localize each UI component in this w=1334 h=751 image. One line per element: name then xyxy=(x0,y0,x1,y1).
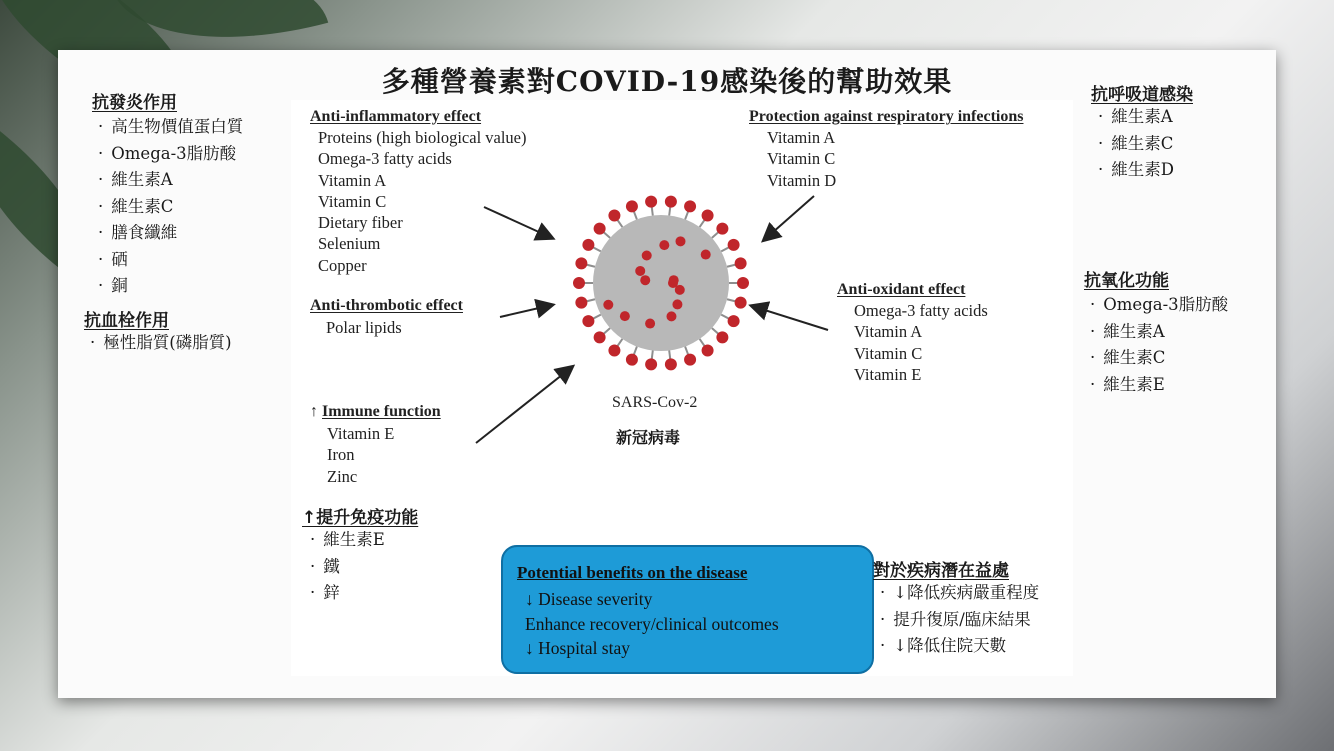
list-item: · 提升復原/臨床結果 xyxy=(880,607,1039,634)
benefits-box xyxy=(501,545,874,674)
virus-spike xyxy=(735,257,747,269)
virus-surface-spike xyxy=(603,300,613,310)
arrow-immune xyxy=(476,367,572,443)
arrow-antioxidant xyxy=(752,306,828,330)
virus-spike xyxy=(737,277,749,289)
anti-thrombotic-zh-heading: 抗血栓作用 xyxy=(84,311,169,331)
virus-surface-spike xyxy=(645,319,655,329)
virus-spike xyxy=(626,354,638,366)
list-item: Proteins (high biological value) xyxy=(318,128,527,147)
list-item: Vitamin A xyxy=(767,128,836,147)
list-item: Zinc xyxy=(327,466,358,486)
antioxidant-zh-heading: 抗氧化功能 xyxy=(1084,271,1169,291)
virus-spike xyxy=(702,344,714,356)
virus-spike xyxy=(735,297,747,309)
virus-label: SARS-Cov-2 xyxy=(612,394,698,411)
virus-spike xyxy=(575,257,587,269)
list-item: · 高生物價值蛋白質 xyxy=(98,114,243,141)
virus-surface-spike xyxy=(675,285,685,295)
arrow-respiratory xyxy=(764,196,814,240)
virus-surface-spike xyxy=(675,236,685,246)
virus-surface-spike xyxy=(635,266,645,276)
list-item: ↓ Disease severity xyxy=(525,589,653,609)
list-item: Dietary fiber xyxy=(318,213,403,233)
list-item: · ↓降低疾病嚴重程度 xyxy=(880,580,1039,607)
virus-spike xyxy=(702,210,714,222)
benefits-zh-list xyxy=(880,580,1039,660)
immune-up-arrow: ↑ xyxy=(310,403,318,420)
list-item: · 維生素D xyxy=(1098,157,1174,184)
list-item: Selenium xyxy=(318,234,381,254)
list-item: · 維生素A xyxy=(1098,104,1174,131)
list-item: Copper xyxy=(318,255,367,275)
list-item: Vitamin D xyxy=(767,170,837,190)
list-item: Vitamin A xyxy=(854,322,923,342)
virus-spike xyxy=(626,200,638,212)
virus-spike xyxy=(716,223,728,235)
benefits-list xyxy=(525,587,779,661)
list-item: Enhance recovery/clinical outcomes xyxy=(525,613,779,634)
virus-spike xyxy=(573,277,585,289)
list-item: · 維生素C xyxy=(1090,345,1228,372)
list-item: ↓ Hospital stay xyxy=(525,638,630,658)
list-item: Iron xyxy=(327,445,355,465)
immune-zh-heading: ↑提升免疫功能 xyxy=(302,508,419,528)
list-item: · 膳食纖維 xyxy=(98,220,243,247)
anti-inflammatory-heading: Anti-inflammatory effect xyxy=(310,108,482,125)
virus-spike xyxy=(608,210,620,222)
virus-spike xyxy=(665,196,677,208)
anti-thrombotic-heading: Anti-thrombotic effect xyxy=(310,297,463,314)
virus-spike xyxy=(728,315,740,327)
list-item: · 鋅 xyxy=(310,580,385,607)
list-item: Vitamin C xyxy=(767,149,836,169)
list-item: · 鐵 xyxy=(310,554,385,581)
arrow-anti-thrombotic xyxy=(500,305,552,317)
virus-surface-spike xyxy=(672,299,682,309)
list-item: Omega-3 fatty acids xyxy=(318,149,452,169)
virus-spike xyxy=(594,331,606,343)
virus-spike xyxy=(665,358,677,370)
list-item: Omega-3 fatty acids xyxy=(854,301,988,320)
virus-label-zh: 新冠病毒 xyxy=(616,428,681,447)
virus-surface-spike xyxy=(669,275,679,285)
virus-spike xyxy=(728,239,740,251)
list-item: · 維生素C xyxy=(98,194,243,221)
anti-inflammatory-zh-heading: 抗發炎作用 xyxy=(92,93,177,113)
virus-surface-spike xyxy=(659,240,669,250)
list-item: · Omega-3脂肪酸 xyxy=(1090,292,1228,319)
virus-spike xyxy=(575,297,587,309)
virus-surface-spike xyxy=(666,311,676,321)
list-item: · ↓降低住院天數 xyxy=(880,633,1039,660)
virus-spike xyxy=(594,223,606,235)
list-item: Polar lipids xyxy=(326,318,402,337)
list-item: · 維生素A xyxy=(98,167,243,194)
list-item: Vitamin C xyxy=(854,343,923,363)
immune-heading-text: Immune function xyxy=(322,403,441,420)
arrow-anti-inflammatory xyxy=(484,207,552,238)
list-item: · 維生素C xyxy=(1098,131,1174,158)
list-item: · 維生素E xyxy=(310,527,385,554)
virus-spike xyxy=(608,344,620,356)
virus-spike xyxy=(684,200,696,212)
virus-spike xyxy=(684,354,696,366)
benefits-zh-heading: 對於疾病潛在益處 xyxy=(873,561,1009,581)
list-item: · 維生素E xyxy=(1090,372,1228,399)
antioxidant-heading: Anti-oxidant effect xyxy=(837,281,966,298)
virus-surface-spike xyxy=(640,275,650,285)
virus-surface-spike xyxy=(620,311,630,321)
benefits-heading: Potential benefits on the disease xyxy=(517,563,748,582)
immune-zh-list xyxy=(310,527,385,607)
virus-surface-spike xyxy=(701,250,711,260)
list-item: Vitamin E xyxy=(327,424,395,443)
virus-spike xyxy=(716,331,728,343)
list-item: · 極性脂質(磷脂質) xyxy=(90,330,232,357)
respiratory-heading: Protection against respiratory infections xyxy=(749,108,1024,125)
list-item: · Omega-3脂肪酸 xyxy=(98,141,243,168)
list-item: Vitamin C xyxy=(318,191,387,211)
list-item: Vitamin E xyxy=(854,364,922,384)
virus-body xyxy=(593,215,729,351)
virus-spike xyxy=(582,239,594,251)
list-item: · 硒 xyxy=(98,247,243,274)
respiratory-zh-heading: 抗呼吸道感染 xyxy=(1091,85,1193,105)
list-item: · 維生素A xyxy=(1090,319,1228,346)
virus-spike xyxy=(582,315,594,327)
virus-spike xyxy=(645,196,657,208)
slide-title: 多種營養素對COVID-19感染後的幫助效果 xyxy=(381,65,953,98)
list-item: Vitamin A xyxy=(318,170,387,190)
list-item: · 銅 xyxy=(98,273,243,300)
virus-surface-spike xyxy=(642,250,652,260)
virus-spike xyxy=(645,358,657,370)
virus-icon xyxy=(573,196,749,371)
